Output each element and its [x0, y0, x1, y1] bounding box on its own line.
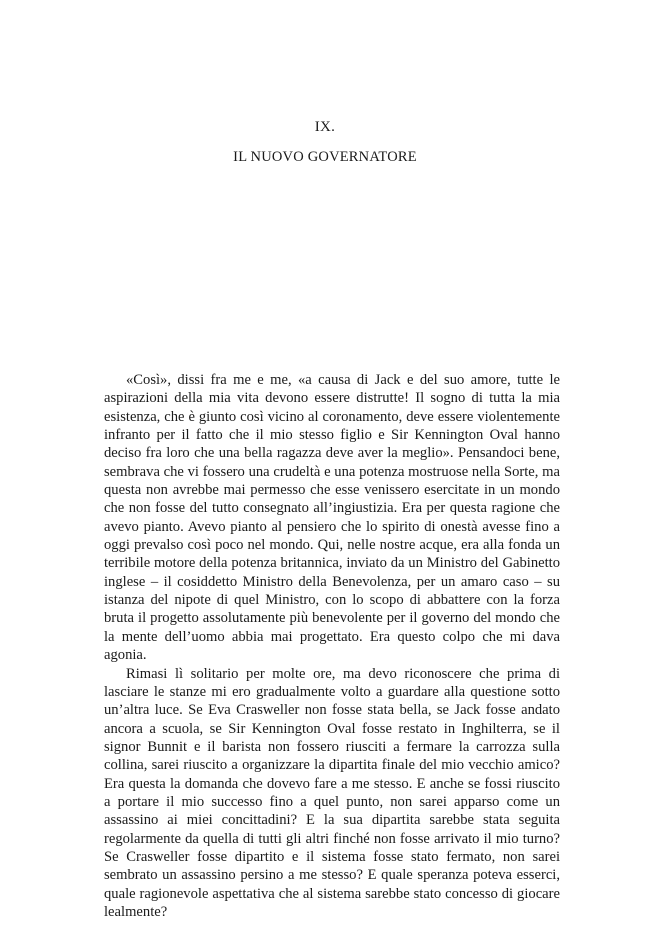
- paragraph: «Così», dissi fra me e me, «a causa di Jack e del suo amore, tutte le aspirazioni della mia vita devono essere distrutte! Il sogno di tutta la mia esistenza, che è giunto così vicino al coronamento, deve essere violentemente infranto per il fatto che il mio stesso figlio e Sir Kennington Oval hanno deciso fra loro che una bella ragazza deve aver la meglio». Pensandoci bene, sembrava che vi fossero una crudeltà e una potenza mostruose nella Sorte, ma questa non avrebbe mai permesso che esse venissero esercitate in un mondo che non fosse del tutto consegnato all’ingiustizia. Era per questa ragione che avevo pianto. Avevo pianto al pensiero che lo spirito di onestà avesse fino a oggi prevalso così poco nel mondo. Qui, nelle nostre acque, era alla fonda un terribile motore della potenza britannica, inviato da un Ministro del Gabinetto inglese – il cosiddetto Ministro della Benevolenza, per un amaro caso – su istanza del nipote di quel Ministro, con lo scopo di abbattere con la forza bruta il progetto assolutamente più benevolente per il governo del mondo che la mente dell’uomo abbia mai progettato. Era questo colpo che mi dava agonia.: [104, 372, 560, 664]
- paragraph: Rimasi lì solitario per molte ore, ma devo riconoscere che prima di lasciare le stanze mi ero gradualmente volto a guardare alla questione sotto un’altra luce. Se Eva Crasweller non fosse stata bella, se Jack fosse andato ancora a scuola, se Sir Kennington Oval fosse restato in Inghilterra, se il signor Bunnit e il barista non fossero riusciti a fermare la carrozza sulla collina, sarei riuscito a organizzare la dipartita finale del mio vecchio amico? Era questa la domanda che dovevo fare a me stesso. E anche se fossi riuscito a portare il mio successo fino a quel punto, non sarei apparso come un assassino ai miei concittadini? E la sua dipartita sarebbe stata seguita regolarmente da quella di tutti gli altri finché non fosse arrivato il mio turno? Se Crasweller fosse dipartito e il sistema fosse stato fermato, non sarei sembrato un assassino persino a me stesso? E quale speranza poteva esserci, quale ragionevole aspettativa che al sistema sarebbe stato concesso di giocare lealmente?: [104, 665, 560, 920]
- chapter-body: [104, 371, 560, 921]
- chapter-title: IL NUOVO GOVERNATORE: [233, 149, 417, 165]
- chapter-number: IX.: [314, 119, 336, 135]
